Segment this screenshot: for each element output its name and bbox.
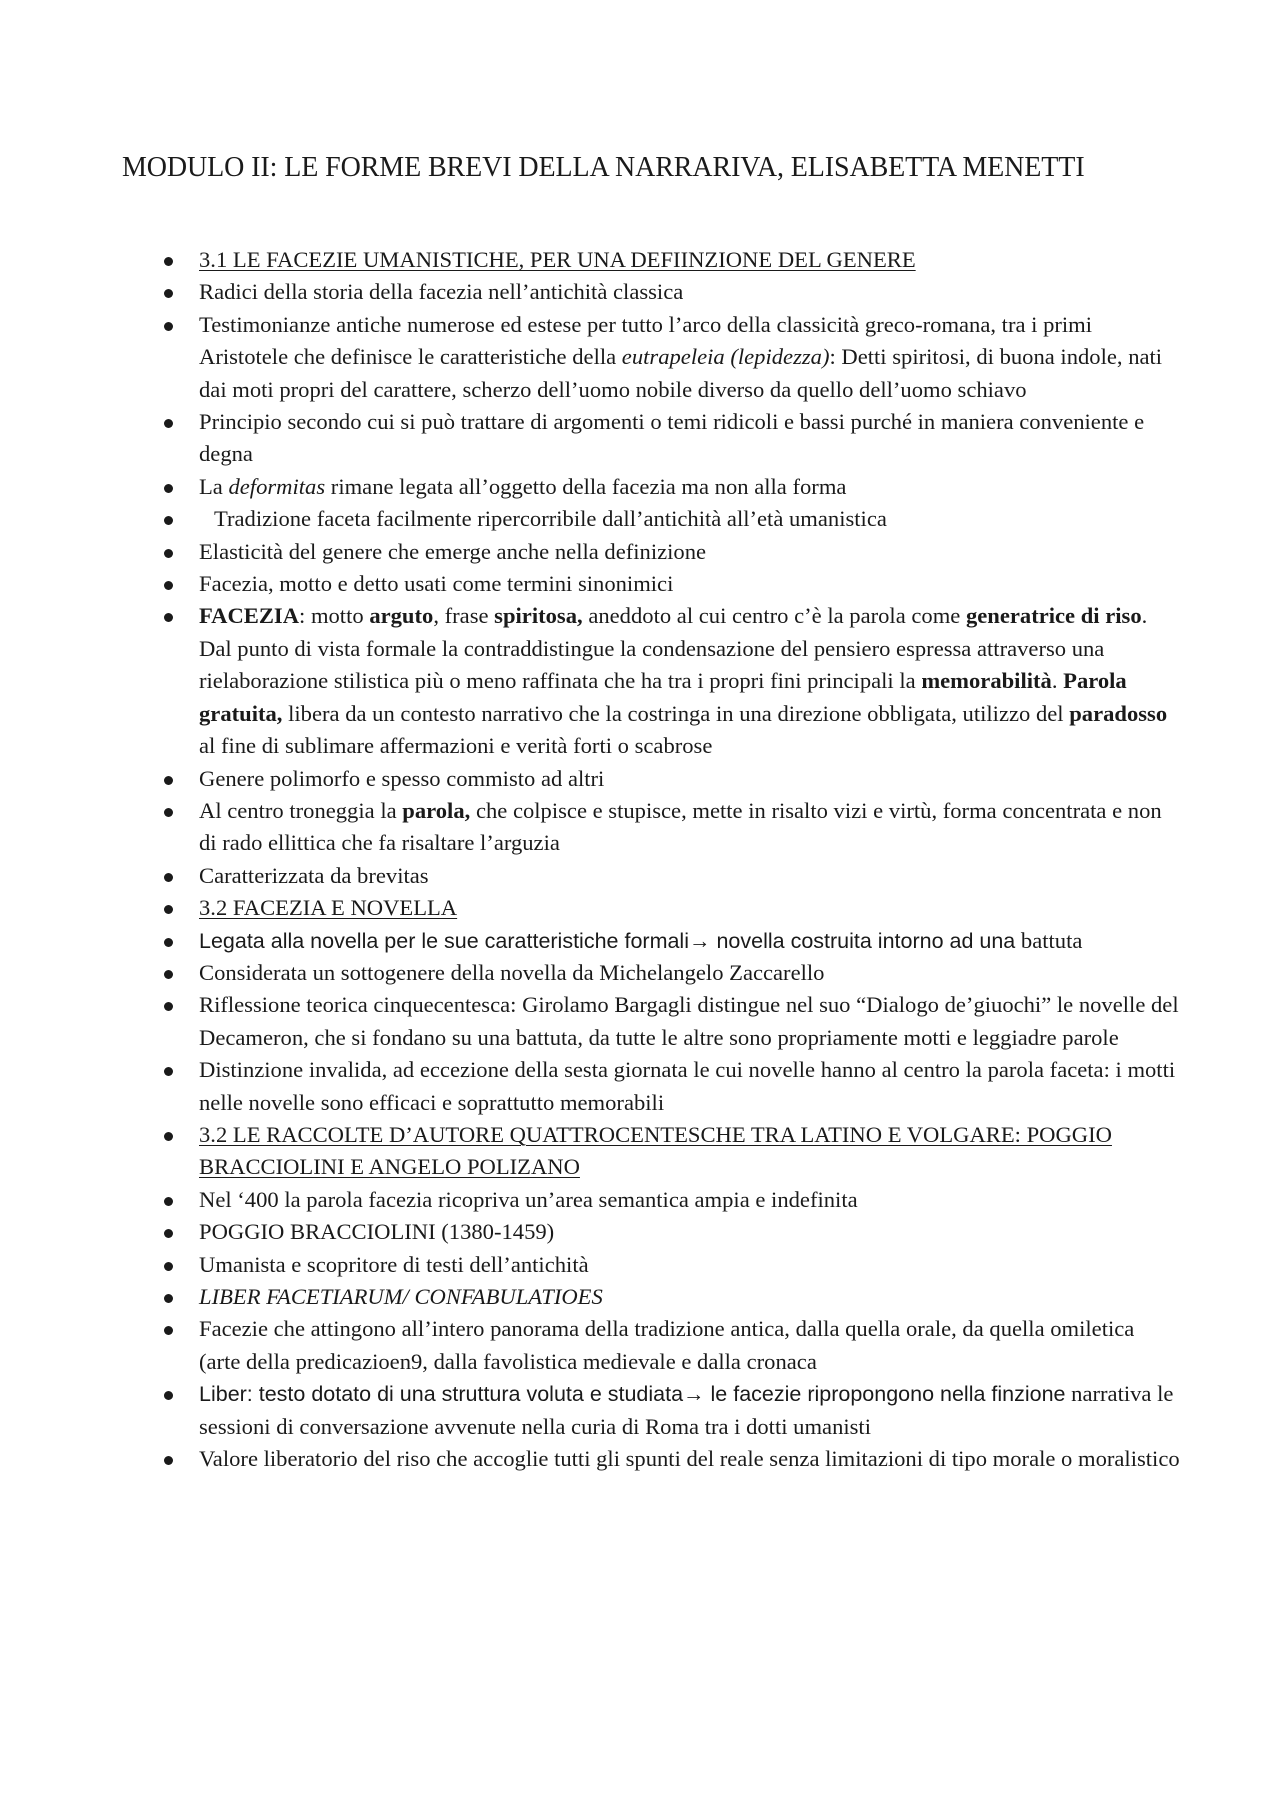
list-item-text: Radici della storia della facezia nell’antichità classica bbox=[199, 279, 684, 305]
list-item-text: arguto bbox=[369, 603, 434, 629]
bullet-icon bbox=[164, 1197, 173, 1206]
list-item-text: : Detti spiritosi, di buona indole, nati dai moti propri del carattere, scherzo dell’uomo nobile diverso da quello dell’uomo schiavo bbox=[199, 344, 1163, 402]
list-item-text: Testimonianze antiche numerose ed estese per tutto l’arco della classicità greco-romana, tra i primi Aristotele che definisce le caratteristiche della bbox=[199, 311, 1093, 370]
bullet-icon bbox=[164, 581, 173, 590]
bullet-icon bbox=[164, 613, 173, 622]
list-item-text: Elasticità del genere che emerge anche nella definizione bbox=[199, 538, 707, 564]
list-item-text: POGGIO BRACCIOLINI (1380-1459) bbox=[199, 1219, 555, 1245]
list-item bbox=[0, 795, 1180, 860]
bullet-icon bbox=[164, 970, 173, 979]
list-item-text: aneddoto al cui centro c’è la parola come bbox=[582, 603, 966, 629]
list-item-text: al fine di sublimare affermazioni e verità forti o scabrose bbox=[199, 733, 713, 759]
list-item-text: eutrapeleia (lepidezza) bbox=[621, 344, 830, 370]
list-item bbox=[0, 892, 1180, 924]
list-item-text: Facezia, motto e detto usati come termini sinonimici bbox=[199, 571, 674, 597]
list-item-text: 3.2 FACEZIA E NOVELLA bbox=[199, 895, 458, 921]
bullet-icon bbox=[164, 484, 173, 493]
list-item-text: Considerata un sottogenere della novella da Michelangelo Zaccarello bbox=[199, 959, 825, 985]
bullet-icon bbox=[164, 938, 173, 947]
list-item bbox=[0, 1313, 1180, 1378]
list-item bbox=[0, 309, 1180, 406]
list-item-text: libera da un contesto narrativo che la costringa in una direzione obbligata, utilizzo del bbox=[282, 700, 1070, 726]
list-item bbox=[0, 536, 1180, 568]
bullet-icon bbox=[164, 1002, 173, 1011]
list-item bbox=[0, 244, 1180, 276]
list-item-text: Caratterizzata da brevitas bbox=[199, 862, 429, 888]
bullet-icon bbox=[164, 1262, 173, 1271]
list-item-text: Tradizione faceta facilmente ripercorribile dall’antichità all’età umanistica bbox=[214, 506, 887, 532]
list-item-text: . Dal punto di vista formale la contraddistingue la condensazione del pensiero espressa attraverso una rielaborazione stilistica più o meno raffinata che ha tra i propri fini principali la bbox=[199, 603, 1148, 694]
list-item bbox=[0, 860, 1180, 892]
list-item bbox=[0, 568, 1180, 600]
list-item-text: narrativa le sessioni di conversazione avvenute nella curia di Roma tra i dotti umanisti bbox=[199, 1381, 1174, 1439]
bullet-icon bbox=[164, 1456, 173, 1465]
list-item bbox=[0, 1443, 1180, 1475]
list-item-text: La bbox=[199, 473, 229, 499]
bullet-icon bbox=[164, 1132, 173, 1141]
list-item-text: Valore liberatorio del riso che accoglie tutti gli spunti del reale senza limitazioni di tipo morale o moralistico bbox=[199, 1446, 1180, 1472]
list-item-text: Distinzione invalida, ad eccezione della sesta giornata le cui novelle hanno al centro la parola faceta: i motti nelle novelle sono efficaci e soprattutto memorabili bbox=[199, 1057, 1176, 1115]
list-item bbox=[0, 989, 1180, 1054]
bullet-list bbox=[0, 244, 1180, 1475]
list-item bbox=[0, 406, 1180, 471]
list-item bbox=[0, 925, 1180, 957]
list-item-text: generatrice di riso bbox=[965, 603, 1142, 629]
bullet-icon bbox=[164, 289, 173, 298]
bullet-icon bbox=[164, 1391, 173, 1400]
list-item-text: paradosso bbox=[1069, 700, 1168, 726]
page-title: MODULO II: LE FORME BREVI DELLA NARRARIVA, ELISABETTA MENETTI bbox=[122, 152, 1085, 183]
list-item bbox=[0, 600, 1180, 762]
list-item-text: spiritosa, bbox=[494, 603, 583, 629]
list-item-text: Facezie che attingono all’intero panorama della tradizione antica, dalla quella orale, da quella omiletica (arte della predicazioen9, dalla favolistica medievale e dalla cronaca bbox=[199, 1316, 1135, 1374]
bullet-icon bbox=[164, 1229, 173, 1238]
bullet-icon bbox=[164, 1067, 173, 1076]
list-item-text: Parola gratuita, bbox=[199, 668, 1127, 726]
list-item-text: 3.2 LE RACCOLTE D’AUTORE QUATTROCENTESCHE TRA LATINO E VOLGARE: POGGIO BRACCIOLINI E ANGELO POLIZANO bbox=[199, 1121, 1112, 1180]
list-item-text: Nel ‘400 la parola facezia ricopriva un’area semantica ampia e indefinita bbox=[199, 1186, 858, 1212]
bullet-icon bbox=[164, 776, 173, 785]
bullet-icon bbox=[164, 873, 173, 882]
list-item-text: deformitas bbox=[228, 473, 326, 499]
list-item-text: . bbox=[1051, 668, 1064, 694]
list-item-text: Legata alla novella per le sue caratteristiche formali→ novella costruita intorno ad una bbox=[199, 928, 1016, 953]
list-item-text: LIBER FACETIARUM/ CONFABULATIOES bbox=[199, 1284, 603, 1309]
list-item-text: , frase bbox=[433, 603, 495, 629]
list-item-text: FACEZIA bbox=[199, 603, 300, 629]
list-item-text: Genere polimorfo e spesso commisto ad altri bbox=[199, 765, 605, 791]
list-item bbox=[0, 1119, 1180, 1184]
list-item bbox=[0, 957, 1180, 989]
bullet-icon bbox=[164, 419, 173, 428]
list-item-text: battuta bbox=[1015, 927, 1083, 953]
bullet-icon bbox=[164, 549, 173, 558]
list-item-text: Liber: testo dotato di una struttura voluta e studiata→ le facezie ripropongono nella finzione bbox=[199, 1382, 1066, 1407]
list-item-text: Principio secondo cui si può trattare di argomenti o temi ridicoli e bassi purché in maniera conveniente e degna bbox=[199, 409, 1145, 467]
list-item-text: Al centro troneggia la bbox=[199, 797, 403, 823]
list-item bbox=[0, 1216, 1180, 1248]
list-item-text: memorabilità bbox=[921, 668, 1052, 694]
list-item-text: che colpisce e stupisce, mette in risalto vizi e virtù, forma concentrata e non di rado ellittica che fa risaltare l’arguzia bbox=[199, 797, 1162, 856]
list-item-text: parola, bbox=[402, 797, 471, 823]
bullet-icon bbox=[164, 257, 173, 266]
bullet-icon bbox=[164, 1294, 173, 1303]
list-item bbox=[0, 1249, 1180, 1281]
list-item-text: Riflessione teorica cinquecentesca: Girolamo Bargagli distingue nel suo “Dialogo de’giuochi” le novelle del Decameron, che si fondano su una battuta, da tutte le altre sono propriamente motti e leggiadre parole bbox=[199, 992, 1179, 1050]
list-item-text: Umanista e scopritore di testi dell’antichità bbox=[199, 1251, 589, 1277]
list-item-text: rimane legata all’oggetto della facezia ma non alla forma bbox=[325, 473, 847, 499]
list-item bbox=[0, 1281, 1180, 1313]
list-item bbox=[0, 503, 1180, 535]
bullet-icon bbox=[164, 1326, 173, 1335]
list-item bbox=[0, 276, 1180, 308]
list-item bbox=[0, 1184, 1180, 1216]
bullet-icon bbox=[164, 516, 173, 525]
list-item bbox=[0, 1378, 1180, 1443]
list-item bbox=[0, 763, 1180, 795]
list-item bbox=[0, 471, 1180, 503]
list-item-text: : motto bbox=[299, 603, 370, 629]
bullet-icon bbox=[164, 808, 173, 817]
list-item bbox=[0, 1054, 1180, 1119]
bullet-icon bbox=[164, 905, 173, 914]
bullet-icon bbox=[164, 322, 173, 331]
list-item-text: 3.1 LE FACEZIE UMANISTICHE, PER UNA DEFIINZIONE DEL GENERE bbox=[199, 247, 916, 272]
